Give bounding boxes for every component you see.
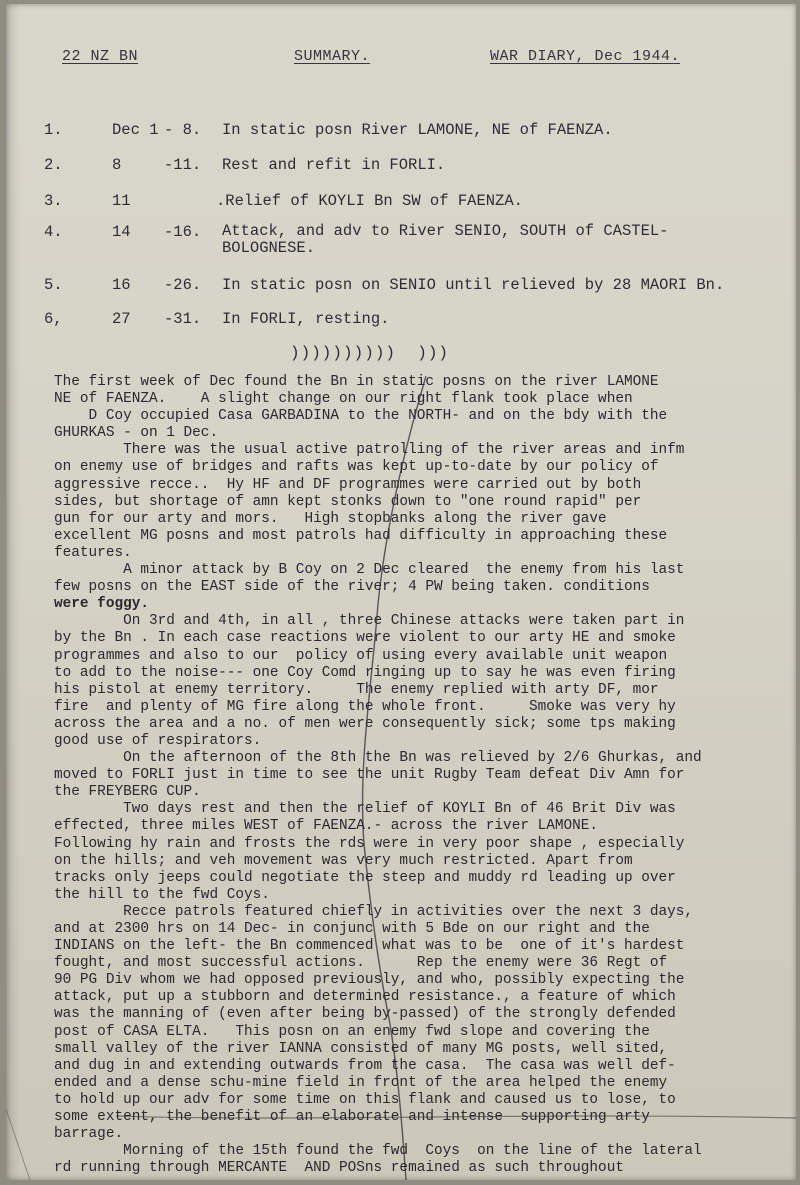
narrative-line: excellent MG posns and most patrols had difficulty in approaching these	[54, 527, 668, 544]
narrative-line: D Coy occupied Casa GARBADINA to the NORTH- and on the bdy with the	[54, 408, 668, 425]
narrative-line: A minor attack by B Coy on 2 Dec cleared the enemy from his last	[54, 562, 685, 579]
narrative-line: On the afternoon of the 8th the Bn was relieved by 2/6 Ghurkas, and	[54, 750, 702, 767]
narrative-line: Two days rest and then the relief of KOYLI Bn of 46 Brit Div was	[54, 801, 676, 818]
narrative-line: few posns on the EAST side of the river; 4 PW being taken. conditions	[54, 579, 650, 596]
narrative-line: gun for our arty and mors. High stopbanks along the river gave	[54, 510, 607, 527]
narrative-line: by the Bn . In each case reactions were violent to our arty HE and smoke	[54, 630, 676, 647]
narrative-line: and at 2300 hrs on 14 Dec- in conjunc with 5 Bde on our right and the	[54, 921, 650, 937]
narrative-line: small valley of the river IANNA consisted of many MG posts, well sited,	[54, 1040, 668, 1057]
entry-text: In FORLI, resting.	[222, 310, 390, 328]
narrative-line: was the manning of (even after being by-passed) of the strongly defended	[54, 1006, 676, 1023]
narrative-line: the FREYBERG CUP.	[54, 784, 201, 801]
separator-line: )))))))))) )))	[290, 344, 450, 362]
entry-number: 5.	[44, 276, 63, 294]
narrative-line: attack, put up a stubborn and determined resistance., a feature of which	[54, 989, 676, 1006]
narrative-line: INDIANS on the left- the Bn commenced what was to be one of it's hardest	[54, 938, 685, 955]
summary-heading: SUMMARY.	[294, 48, 371, 65]
entry-number: 6,	[44, 310, 63, 328]
entry-day: 27	[112, 310, 131, 328]
narrative-line: across the area and a no. of men were consequently sick; some tps making	[54, 715, 676, 732]
summary-entry	[44, 156, 445, 174]
narrative-line: on enemy use of bridges and rafts was kept up-to-date by our policy of	[54, 459, 659, 476]
narrative-line: barrage.	[54, 1126, 124, 1143]
narrative-line: his pistol at enemy territory. The enemy replied with arty DF, mor	[54, 681, 659, 698]
narrative-line: Recce patrols featured chiefly in activities over the next 3 days,	[54, 903, 694, 920]
entry-text: Rest and refit in FORLI.	[222, 156, 446, 174]
narrative-line: to hold up our adv for some time on this flank and caused us to lose, to	[54, 1091, 676, 1108]
entry-text: In static posn River LAMONE, NE of FAENZA.	[222, 121, 613, 139]
entry-day: 8	[112, 156, 122, 174]
narrative-line: rd running through MERCANTE AND POSns remained as such throughout	[54, 1160, 624, 1177]
entry-day: 14	[112, 223, 131, 241]
narrative-line: 90 PG Div whom we had opposed previously, and who, possibly expecting the	[54, 972, 685, 989]
summary-entry	[44, 121, 613, 139]
narrative-line: ended and a dense schu-mine field in front of the area helped the enemy	[54, 1074, 668, 1091]
narrative-line: Following hy rain and frosts the rds were in very poor shape , especially	[54, 835, 685, 852]
summary-entry	[44, 276, 724, 294]
narrative-line: programmes and also to our policy of using every available unit weapon	[54, 647, 668, 664]
entry-range: -31.	[164, 310, 202, 328]
entry-range: -26.	[164, 276, 202, 294]
narrative-line: good use of respirators.	[54, 732, 262, 749]
narrative-line: The first week of Dec found the Bn in static posns on the river LAMONE	[54, 374, 659, 390]
entry-range: -11.	[164, 156, 202, 174]
entry-number: 3.	[44, 192, 63, 210]
entry-number: 4.	[44, 223, 63, 241]
war-diary-page	[6, 4, 796, 1180]
entry-day: 11	[112, 192, 131, 210]
narrative-line: GHURKAS - on 1 Dec.	[54, 425, 219, 442]
narrative-line: fire and plenty of MG fire along the whole front. Smoke was very hy	[54, 698, 676, 715]
entry-text: In static posn on SENIO until relieved by 28 MAORI Bn.	[222, 276, 725, 294]
summary-entry	[44, 310, 389, 328]
entry-number: 2.	[44, 156, 63, 174]
narrative-text	[54, 374, 794, 1177]
entry-day: 16	[112, 276, 131, 294]
narrative-line: effected, three miles WEST of FAENZA.- across the river LAMONE.	[54, 818, 599, 835]
narrative-line: sides, but shortage of amn kept stonks down to "one round rapid" per	[54, 493, 642, 510]
entry-text: Attack, and adv to River SENIO, SOUTH of CASTEL- BOLOGNESE.	[222, 222, 669, 257]
narrative-line: aggressive recce.. Hy HF and DF programmes were carried out by both	[54, 476, 642, 493]
narrative-line: moved to FORLI just in time to see the unit Rugby Team defeat Div Amn for	[54, 767, 685, 784]
entry-range: -16.	[164, 223, 202, 241]
narrative-line: the hill to the fwd Coys.	[54, 886, 270, 903]
summary-entry	[44, 192, 523, 210]
entry-range: - 8.	[164, 121, 202, 139]
narrative-line: post of CASA ELTA. This posn on an enemy fwd slope and covering the	[54, 1023, 650, 1040]
unit-heading: 22 NZ BN	[62, 48, 139, 65]
narrative-line: to add to the noise--- one Coy Comd ringing up to say he was even firing	[54, 664, 676, 681]
narrative-line: Morning of the 15th found the fwd Coys on the line of the lateral	[54, 1143, 702, 1160]
diary-heading: WAR DIARY, Dec 1944.	[490, 48, 681, 65]
entry-text: .Relief of KOYLI Bn SW of FAENZA.	[216, 192, 523, 210]
entry-day: Dec 1	[112, 121, 159, 139]
page-edge-shadow	[6, 4, 20, 1180]
entry-number: 1.	[44, 121, 63, 139]
narrative-line: NE of FAENZA. A slight change on our right flank took place when	[54, 391, 633, 408]
narrative-line: some extent, the benefit of an elaborate and intense supporting arty	[54, 1109, 650, 1126]
narrative-line: on the hills; and veh movement was very much restricted. Apart from	[54, 852, 633, 869]
narrative-line: On 3rd and 4th, in all , three Chinese attacks were taken part in	[54, 613, 685, 630]
narrative-line: features.	[54, 544, 132, 561]
narrative-line: tracks only jeeps could negotiate the steep and muddy rd leading up over	[54, 869, 676, 886]
narrative-line: There was the usual active patrolling of the river areas and infm	[54, 442, 685, 459]
narrative-line: and dug in and extending outwards from the casa. The casa was well def-	[54, 1057, 676, 1074]
narrative-line: were foggy.	[54, 596, 149, 613]
narrative-line: fought, and most successful actions. Rep the enemy were 36 Regt of	[54, 955, 668, 972]
summary-entry	[44, 223, 668, 257]
